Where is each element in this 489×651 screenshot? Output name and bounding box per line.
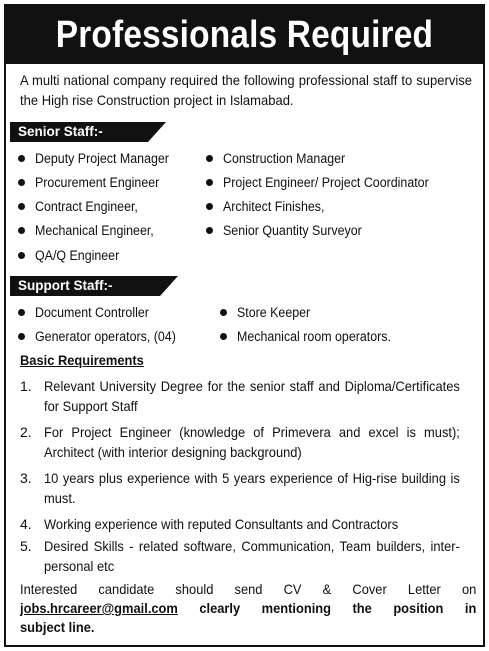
bullet-icon bbox=[18, 155, 25, 162]
closing-line-1: Interested candidate should send CV & Cover Letter on bbox=[20, 581, 477, 597]
title-banner bbox=[6, 6, 483, 64]
list-item: Project Engineer/ Project Coordinator bbox=[206, 172, 447, 192]
bullet-icon bbox=[18, 252, 25, 259]
list-item: Generator operators, (04) bbox=[18, 326, 188, 346]
closing-line-3: subject line. bbox=[20, 619, 95, 635]
bullet-icon bbox=[18, 179, 25, 186]
closing-paragraph bbox=[20, 580, 480, 637]
closing-line-2 bbox=[20, 599, 476, 618]
list-item: 4. Working experience with reputed Consultants and Contractors bbox=[20, 516, 399, 532]
bullet-icon bbox=[18, 203, 25, 210]
list-item: Document Controller bbox=[18, 302, 159, 322]
bullet-icon bbox=[18, 333, 25, 340]
list-item: Mechanical Engineer, bbox=[18, 220, 164, 240]
list-item: Contract Engineer, bbox=[18, 196, 147, 216]
list-item: Store Keeper bbox=[220, 302, 317, 322]
intro-paragraph bbox=[20, 70, 472, 110]
bullet-icon bbox=[220, 309, 227, 316]
bullet-icon bbox=[18, 227, 25, 234]
intro-text: A multi national company required the following professional staff to supervise the High rise Construction project in Islamabad. bbox=[20, 72, 472, 108]
bullet-icon bbox=[206, 155, 213, 162]
senior-staff-heading: Senior Staff:- bbox=[10, 122, 148, 142]
support-staff-heading: Support Staff:- bbox=[10, 276, 160, 296]
list-item: 3. 10 years plus experience with 5 years experience of Hig-rise building is must. bbox=[20, 470, 460, 506]
list-item: Architect Finishes, bbox=[206, 196, 333, 216]
list-item: 5. Desired Skills - related software, Communication, Team builders, inter-personal etc bbox=[20, 538, 460, 574]
bullet-icon bbox=[18, 309, 25, 316]
list-item: QA/Q Engineer bbox=[18, 245, 127, 265]
bullet-icon bbox=[206, 179, 213, 186]
job-advertisement bbox=[4, 4, 485, 647]
list-item: Procurement Engineer bbox=[18, 172, 170, 192]
closing-suffix: clearly mentioning the position in bbox=[177, 600, 477, 616]
page-title: Professionals Required bbox=[55, 13, 434, 56]
email-link[interactable]: jobs.hrcareer@gmail.com bbox=[20, 600, 178, 616]
list-item: Mechanical room operators. bbox=[220, 326, 404, 346]
bullet-icon bbox=[206, 227, 213, 234]
list-item: 2. For Project Engineer (knowledge of Primevera and excel is must); Architect (with interior designing background) bbox=[20, 424, 460, 460]
bullet-icon bbox=[220, 333, 227, 340]
bullet-icon bbox=[206, 203, 213, 210]
list-item: 1. Relevant University Degree for the senior staff and Diploma/Certificates for Support Staff bbox=[20, 378, 460, 414]
list-item: Senior Quantity Surveyor bbox=[206, 220, 374, 240]
requirements-heading: Basic Requirements bbox=[20, 352, 144, 368]
list-item: Construction Manager bbox=[206, 148, 356, 168]
list-item: Deputy Project Manager bbox=[18, 148, 181, 168]
